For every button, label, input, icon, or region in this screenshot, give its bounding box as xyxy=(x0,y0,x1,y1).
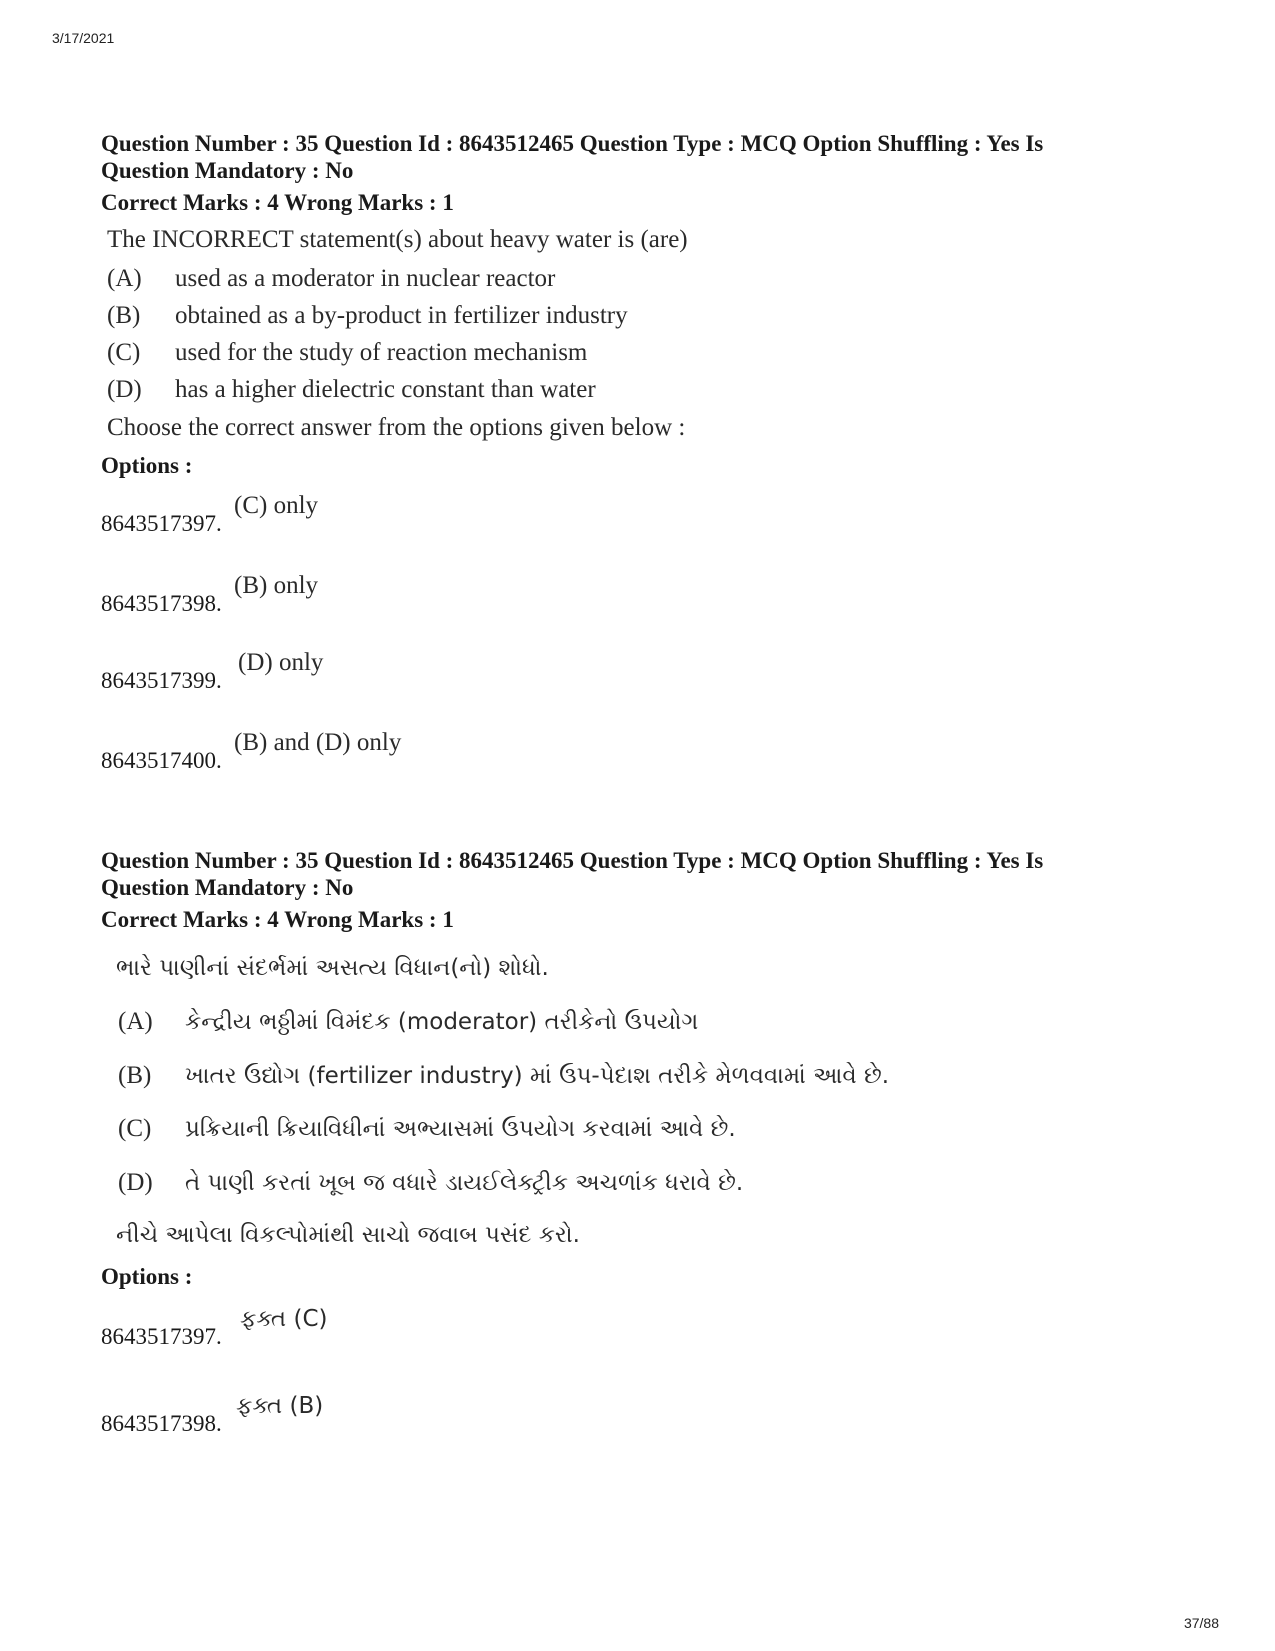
statement-letter: (D) xyxy=(118,1169,153,1196)
statement-text: ખાતર ઉદ્યોગ (fertilizer industry) માં ઉપ-પેદાશ તરીકે મેળવવામાં આવે છે. xyxy=(185,1063,890,1089)
statement-text: obtained as a by-product in fertilizer industry xyxy=(175,302,628,329)
option-id: 8643517397. xyxy=(101,511,222,536)
statement-letter: (C) xyxy=(107,339,141,366)
option-text: ફક્ત (B) xyxy=(236,1393,324,1419)
option-text: (D) only xyxy=(238,649,324,676)
question-marks: Correct Marks : 4 Wrong Marks : 1 xyxy=(101,190,454,215)
statement-text: used for the study of reaction mechanism xyxy=(175,339,588,366)
statement-letter: (B) xyxy=(118,1062,152,1089)
options-label: Options : xyxy=(101,453,193,478)
option-id: 8643517398. xyxy=(101,1411,222,1436)
statement-letter: (D) xyxy=(107,376,142,403)
statement-text: તે પાણી કરતાં ખૂબ જ વધારે ડાયઈલેક્ટ્રીક અચળાંક ધરાવે છે. xyxy=(185,1170,744,1196)
question-meta-line2: Question Mandatory : No xyxy=(101,158,354,183)
option-id: 8643517398. xyxy=(101,591,222,616)
option-id: 8643517400. xyxy=(101,748,222,773)
question-marks: Correct Marks : 4 Wrong Marks : 1 xyxy=(101,907,454,932)
option-text: (B) only xyxy=(234,572,319,599)
question-meta-line1: Question Number : 35 Question Id : 8643512465 Question Type : MCQ Option Shuffling : Yes Is xyxy=(101,131,1044,156)
statement-text: પ્રક્રિયાની ક્રિયાવિધીનાં અભ્યાસમાં ઉપયોગ કરવામાં આવે છે. xyxy=(185,1116,736,1142)
statement-letter: (B) xyxy=(107,302,141,329)
option-id: 8643517399. xyxy=(101,668,222,693)
page-number: 37/88 xyxy=(1183,1615,1219,1631)
statement-text: કેન્દ્રીય ભઠ્ઠીમાં વિમંદક (moderator) તરીકેનો ઉપયોગ xyxy=(185,1009,699,1035)
option-id: 8643517397. xyxy=(101,1324,222,1349)
statement-text: used as a moderator in nuclear reactor xyxy=(175,265,556,292)
question-stem: The INCORRECT statement(s) about heavy water is (are) xyxy=(107,226,688,253)
question-stem: ભારે પાણીનાં સંદર્ભમાં અસત્ય વિધાન(નો) શોધો. xyxy=(116,955,549,981)
option-text: (B) and (D) only xyxy=(234,729,402,756)
options-label: Options : xyxy=(101,1264,193,1289)
statement-text: has a higher dielectric constant than water xyxy=(175,376,596,403)
option-text: ફક્ત (C) xyxy=(240,1306,328,1332)
statement-letter: (C) xyxy=(118,1115,152,1142)
statement-letter: (A) xyxy=(118,1008,153,1035)
page-date: 3/17/2021 xyxy=(52,30,115,46)
statement-letter: (A) xyxy=(107,265,142,292)
question-meta-line1: Question Number : 35 Question Id : 8643512465 Question Type : MCQ Option Shuffling : Yes Is xyxy=(101,848,1044,873)
question-instruction: Choose the correct answer from the options given below : xyxy=(107,414,686,441)
option-text: (C) only xyxy=(234,492,319,519)
question-instruction: નીચે આપેલા વિકલ્પોમાંથી સાચો જવાબ પસંદ કરો. xyxy=(116,1222,580,1248)
question-meta-line2: Question Mandatory : No xyxy=(101,875,354,900)
